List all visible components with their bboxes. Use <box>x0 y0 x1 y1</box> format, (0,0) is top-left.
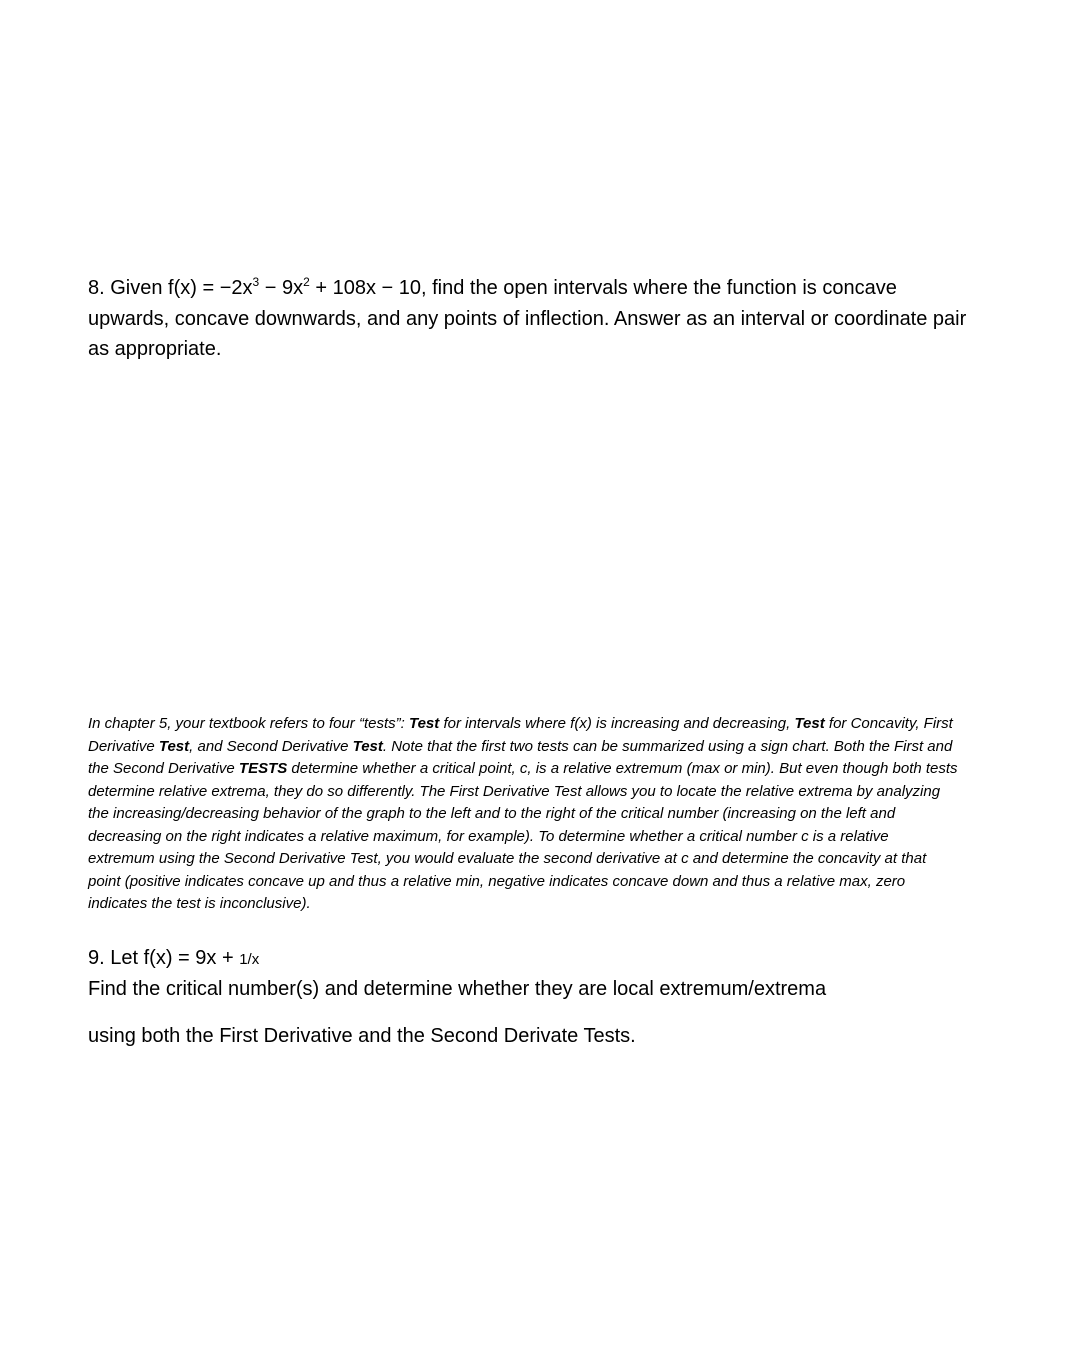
note-text: , and Second Derivative <box>189 737 353 755</box>
exponent-2: 2 <box>303 275 310 289</box>
note-text: . Note that the first two tests can be summarized using a sign chart. Both the First and the Second Derivative <box>88 737 953 777</box>
note-bold: Test <box>794 715 825 732</box>
question-9-fraction: 1/x <box>239 951 260 968</box>
note-text: for intervals where f(x) is increasing and decreasing, <box>439 715 795 732</box>
question-9-title <box>88 943 968 975</box>
exponent-3: 3 <box>252 275 260 289</box>
question-8-text-rest: + 108x − 10, find the open intervals where the function is concave upwards, concave downwards, and any points of inflection. Answer as an interval or coordinate pair as appropriate. <box>88 277 967 360</box>
question-8 <box>88 273 968 365</box>
question-9-instruction-line-2: using both the First Derivative and the Second Derivate Tests. <box>88 1025 636 1047</box>
question-9-function: 9. Let f(x) = 9x + <box>88 947 240 969</box>
question-8-text-mid: − 9x <box>259 277 304 299</box>
note-text: In chapter 5, your textbook refers to four “tests”: <box>88 715 409 732</box>
note-bold: TESTS <box>238 760 288 777</box>
question-9-instruction-line-1: Find the critical number(s) and determine whether they are local extremum/extrema <box>88 978 827 1000</box>
question-8-text-start: 8. Given f(x) = −2x <box>88 277 253 299</box>
note-bold: Test <box>158 737 190 755</box>
note-bold: Test <box>352 737 383 755</box>
note-bold: Test <box>408 715 440 732</box>
chapter-5-note <box>88 713 958 916</box>
note-text: determine whether a critical point, c, is a relative extremum (max or min). But even though both tests determine relative extrema, they do so differently. The First Derivative Test allows you to locate the relative extrema by analyzing the increasing/decreasing behavior of the graph to the left and to the right of the critical number (increasing on the left and decreasing on the right indicates a relative maximum, for example). To determine whether a critical number c is a relative extremum using the Second Derivative Test, you would evaluate the second derivative at c and determine the concavity at that point (positive indicates concave up and thus a relative min, negative indicates concave down and thus a relative max, zero indicates the test is inconclusive). <box>88 760 958 912</box>
note-text: for Concavity, First Derivative <box>88 715 953 755</box>
